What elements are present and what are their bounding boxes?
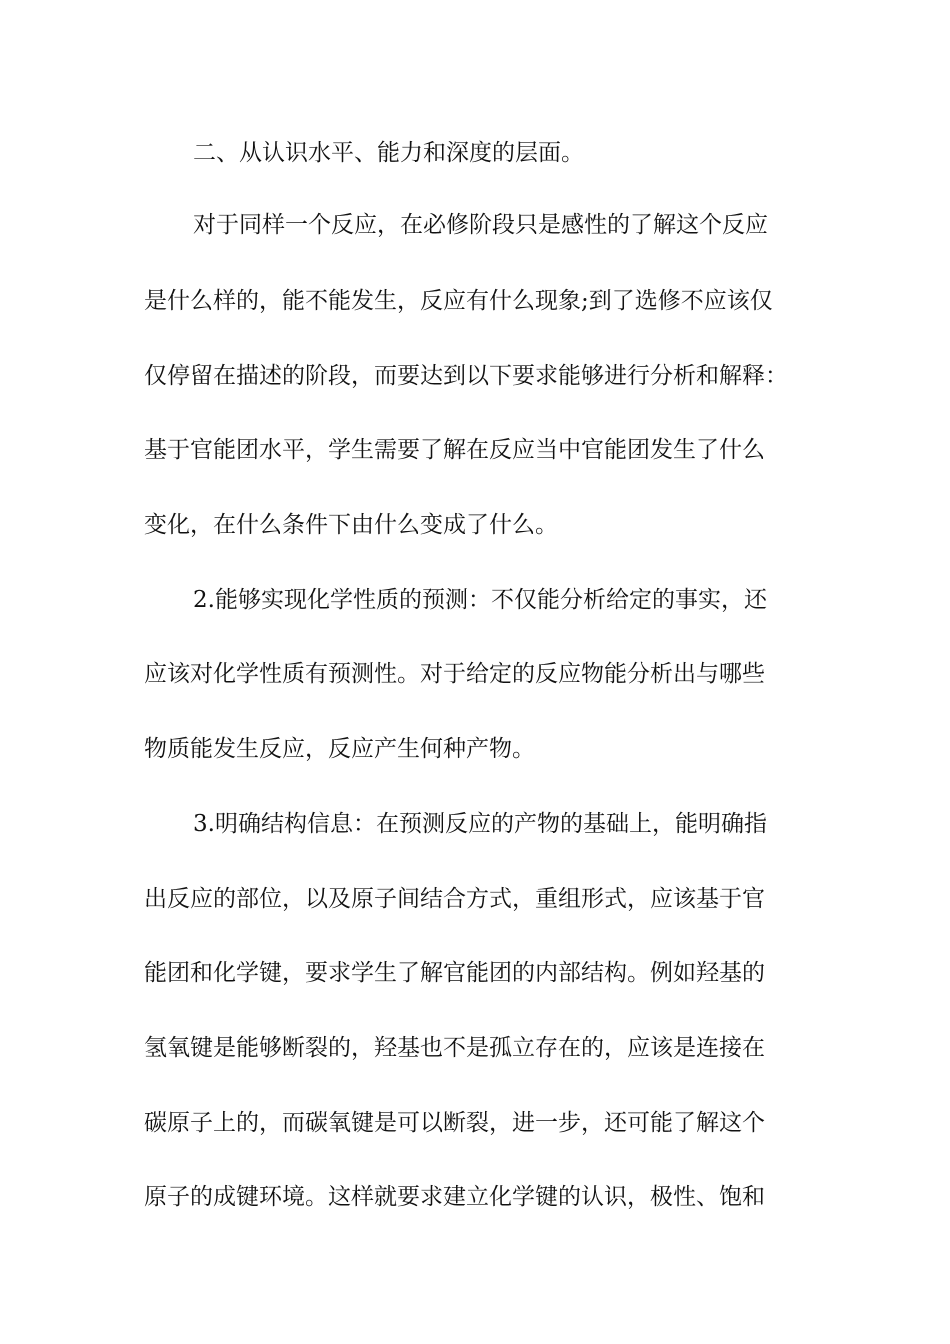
- paragraph-line: 基于官能团水平，学生需要了解在反应当中官能团发生了什么: [144, 437, 765, 463]
- paragraph-line: 变化，在什么条件下由什么变成了什么。: [144, 512, 558, 538]
- paragraph-line: 出反应的部位，以及原子间结合方式，重组形式，应该基于官: [144, 886, 765, 912]
- paragraph-line: 对于同样一个反应，在必修阶段只是感性的了解这个反应: [193, 212, 768, 238]
- paragraph-line: 碳原子上的，而碳氧键是可以断裂，进一步，还可能了解这个: [144, 1110, 765, 1136]
- section-heading: 二、从认识水平、能力和深度的层面。: [193, 140, 584, 166]
- paragraph-line: 物质能发生反应，反应产生何种产物。: [144, 736, 535, 762]
- paragraph-line: 能团和化学键，要求学生了解官能团的内部结构。例如羟基的: [144, 960, 765, 986]
- paragraph-line: 2.能够实现化学性质的预测：不仅能分析给定的事实，还: [193, 587, 767, 613]
- paragraph-line: 氢氧键是能够断裂的，羟基也不是孤立存在的，应该是连接在: [144, 1035, 765, 1061]
- paragraph-line: 仅停留在描述的阶段，而要达到以下要求能够进行分析和解释：: [144, 363, 788, 389]
- paragraph-line: 是什么样的，能不能发生，反应有什么现象;到了选修不应该仅: [144, 288, 773, 314]
- paragraph-line: 3.明确结构信息：在预测反应的产物的基础上，能明确指: [193, 811, 767, 837]
- paragraph-line: 原子的成键环境。这样就要求建立化学键的认识，极性、饱和: [144, 1184, 765, 1210]
- paragraph-line: 应该对化学性质有预测性。对于给定的反应物能分析出与哪些: [144, 661, 765, 687]
